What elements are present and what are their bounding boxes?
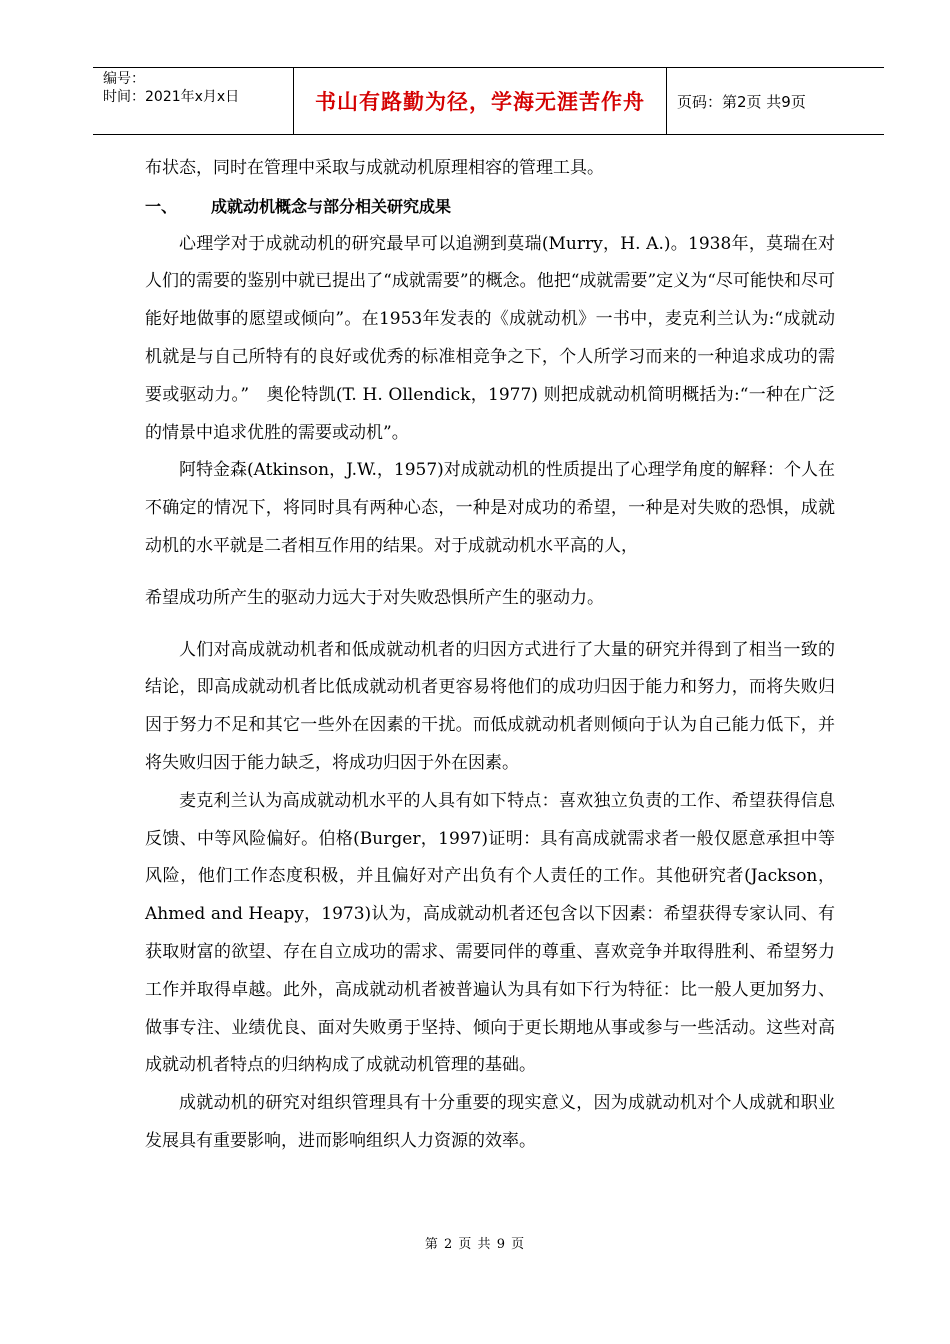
document-body [145,150,835,1161]
paragraph: 心理学对于成就动机的研究最早可以追溯到莫瑞(Murry，H. A.)。1938年，莫瑞在对人们的需要的鉴别中就已提出了“成就需要”的概念。他把“成就需要”定义为“尽可能快和尽可能好地做事的愿望或倾向”。在1953年发表的《成就动机》一书中，麦克利兰认为:“成就动机就是与自己所特有的良好或优秀的标准相竞争之下，个人所学习而来的一种追求成功的需要或驱动力。” 奥伦特凯(T. H. Ollendick，1977) 则把成就动机简明概括为:“一种在广泛的情景中追求优胜的需要或动机”。 [145,233,835,443]
serial-label: 编号： [103,71,145,87]
header-page-info: 页码：第2页 共9页 [677,92,806,111]
header-motto: 书山有路勤为径，学海无涯苦作舟 [294,68,667,134]
paragraph: 希望成功所产生的驱动力远大于对失败恐惧所产生的驱动力。 [145,587,604,608]
time-label: 时间：2021年x月x日 [103,89,240,105]
paragraph: 人们对高成就动机者和低成就动机者的归因方式进行了大量的研究并得到了相当一致的结论，即高成就动机者比低成就动机者更容易将他们的成功归因于能力和努力，而将失败归因于努力不足和其它一些外在因素的干扰。而低成就动机者则倾向于认为自己能力低下，并将失败归因于能力缺乏，将成功归因于外在因素。 [145,639,835,773]
paragraph-continued: 布状态，同时在管理中采取与成就动机原理相容的管理工具。 [145,158,604,178]
page-header [93,67,884,135]
section-number: 一、 [145,196,178,216]
spacer [145,566,835,580]
header-meta [93,68,294,134]
paragraph: 成就动机的研究对组织管理具有十分重要的现实意义，因为成就动机对个人成就和职业发展具有重要影响，进而影响组织人力资源的效率。 [145,1093,835,1151]
section-title: 成就动机概念与部分相关研究成果 [211,196,452,216]
paragraph: 阿特金森(Atkinson，J.W.，1957)对成就动机的性质提出了心理学角度的解释：个人在不确定的情况下，将同时具有两种心态，一种是对成功的希望，一种是对失败的恐惧，成就动机的水平就是二者相互作用的结果。对于成就动机水平高的人， [145,460,835,556]
paragraph: 麦克利兰认为高成就动机水平的人具有如下特点：喜欢独立负责的工作、希望获得信息反馈、中等风险偏好。伯格(Burger，1997)证明：具有高成就需求者一般仅愿意承担中等风险，他们工作态度积极，并且偏好对产出负有个人责任的工作。其他研究者(Jackson，Ahmed and Heapy，1973)认为，高成就动机者还包含以下因素：希望获得专家认同、有获取财富的欲望、存在自立成功的需求、需要同伴的尊重、喜欢竞争并取得胜利、希望努力工作并取得卓越。此外，高成就动机者被普遍认为具有如下行为特征：比一般人更加努力、做事专注、业绩优良、面对失败勇于坚持、倾向于更长期地从事或参与一些活动。这些对高成就动机者特点的归纳构成了成就动机管理的基础。 [145,790,835,1076]
page-footer: 第 2 页 共 9 页 [424,1237,526,1252]
spacer [145,618,835,632]
section-heading [145,188,835,226]
